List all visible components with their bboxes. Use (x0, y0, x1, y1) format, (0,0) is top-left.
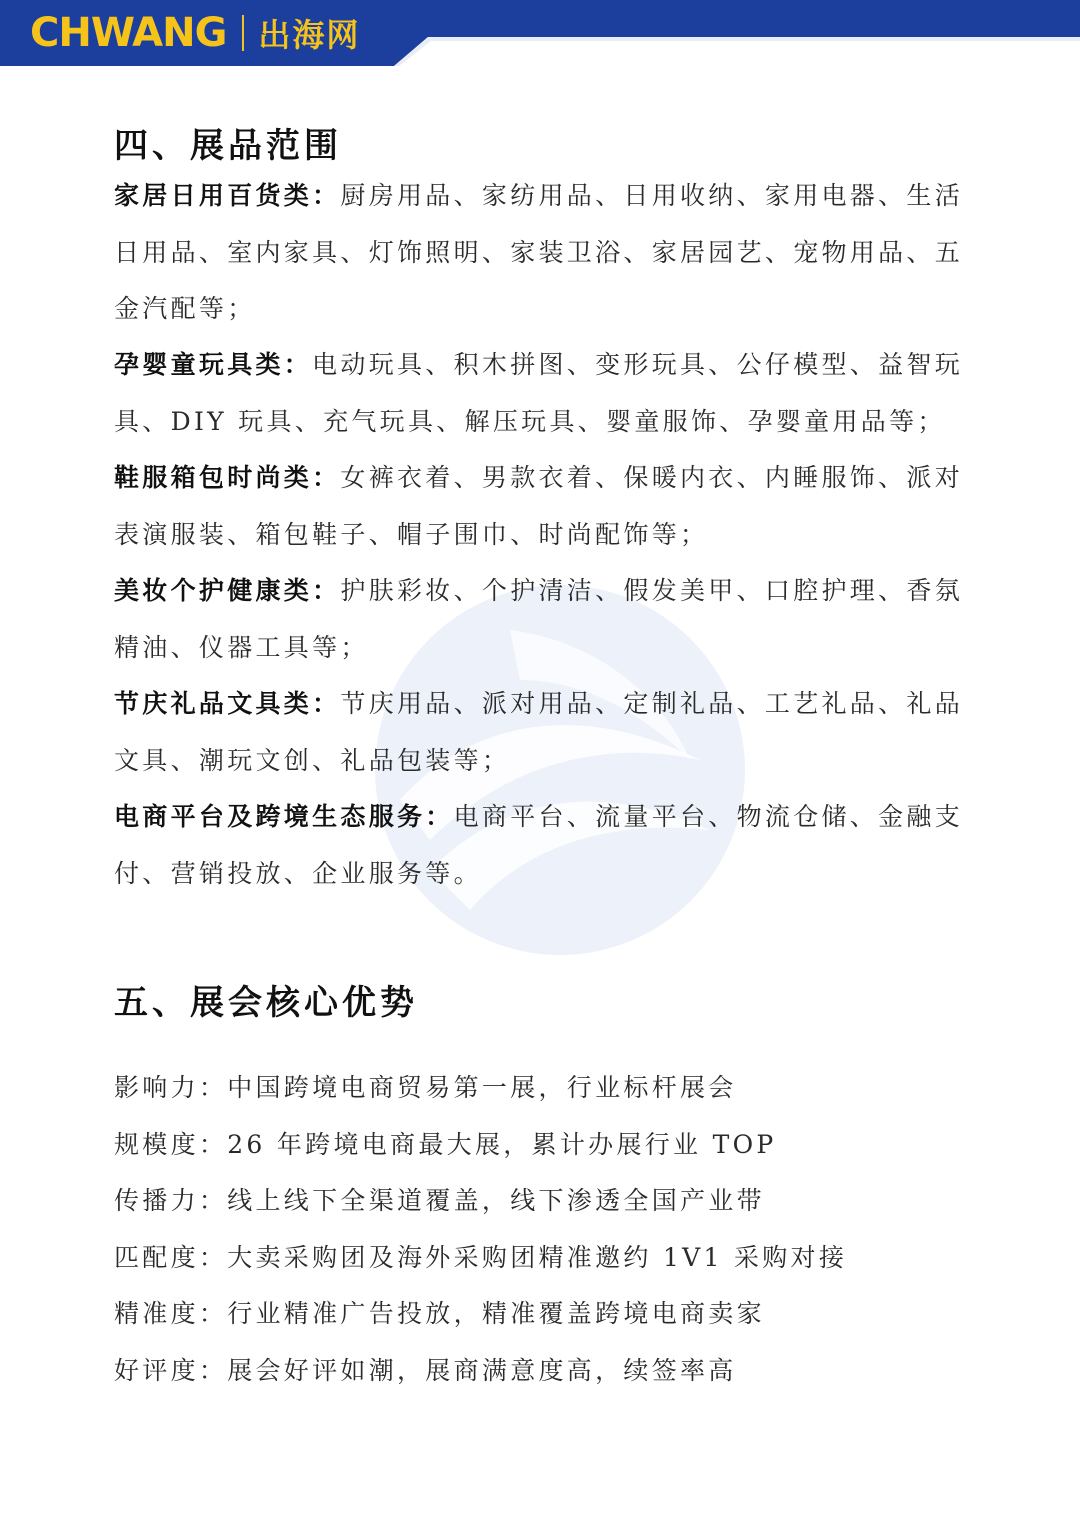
exhibit-category-item (114, 563, 972, 676)
category-text: 节庆用品、派对用品、定制礼品、工艺礼品、礼品文具、潮玩文创、礼品包装等； (114, 689, 964, 775)
advantage-item: 规模度：26 年跨境电商最大展，累计办展行业 TOP (114, 1130, 777, 1159)
exhibit-category-item (114, 337, 972, 450)
category-text: 电动玩具、积木拼图、变形玩具、公仔模型、益智玩具、DIY 玩具、充气玩具、解压玩具、婴童服饰、孕婴童用品等； (114, 350, 964, 436)
logo-divider (242, 15, 244, 51)
category-label: 节庆礼品文具类： (114, 689, 341, 718)
category-label: 鞋服箱包时尚类： (114, 463, 341, 492)
exhibit-category-item (114, 676, 972, 789)
advantage-item: 影响力：中国跨境电商贸易第一展，行业标杆展会 (114, 1073, 737, 1102)
logo-chinese-name: 出海网 (258, 16, 361, 54)
section-title-exhibit-scope: 四、展品范围 (114, 126, 342, 166)
logo-wordmark: CHWANG (30, 10, 227, 56)
category-label: 美妆个护健康类： (114, 576, 341, 605)
exhibit-category-item (114, 789, 972, 902)
advantage-item: 精准度：行业精准广告投放，精准覆盖跨境电商卖家 (114, 1299, 765, 1328)
brand-logo[interactable] (30, 6, 360, 60)
advantage-item: 匹配度：大卖采购团及海外采购团精准邀约 1V1 采购对接 (114, 1243, 848, 1272)
category-label: 电商平台及跨境生态服务： (114, 802, 454, 831)
page-header (0, 0, 1080, 66)
category-text: 电商平台、流量平台、物流仓储、金融支付、营销投放、企业服务等。 (114, 802, 964, 888)
category-label: 家居日用百货类： (114, 181, 341, 210)
advantage-item: 传播力：线上线下全渠道覆盖，线下渗透全国产业带 (114, 1186, 765, 1215)
category-text: 女裤衣着、男款衣着、保暖内衣、内睡服饰、派对表演服装、箱包鞋子、帽子围巾、时尚配饰等； (114, 463, 964, 549)
exhibit-category-item (114, 168, 972, 338)
category-label: 孕婴童玩具类： (114, 350, 313, 379)
category-text: 护肤彩妆、个护清洁、假发美甲、口腔护理、香氛精油、仪器工具等； (114, 576, 964, 662)
advantage-item: 好评度：展会好评如潮，展商满意度高，续签率高 (114, 1356, 737, 1385)
header-tagline: 企业跨境出海综合服务平台 (825, 9, 1066, 31)
category-text: 厨房用品、家纺用品、日用收纳、家用电器、生活日用品、室内家具、灯饰照明、家装卫浴、家居园艺、宠物用品、五金汽配等； (114, 181, 964, 323)
section-title-core-advantages: 五、展会核心优势 (114, 983, 418, 1023)
exhibit-category-item (114, 450, 972, 563)
